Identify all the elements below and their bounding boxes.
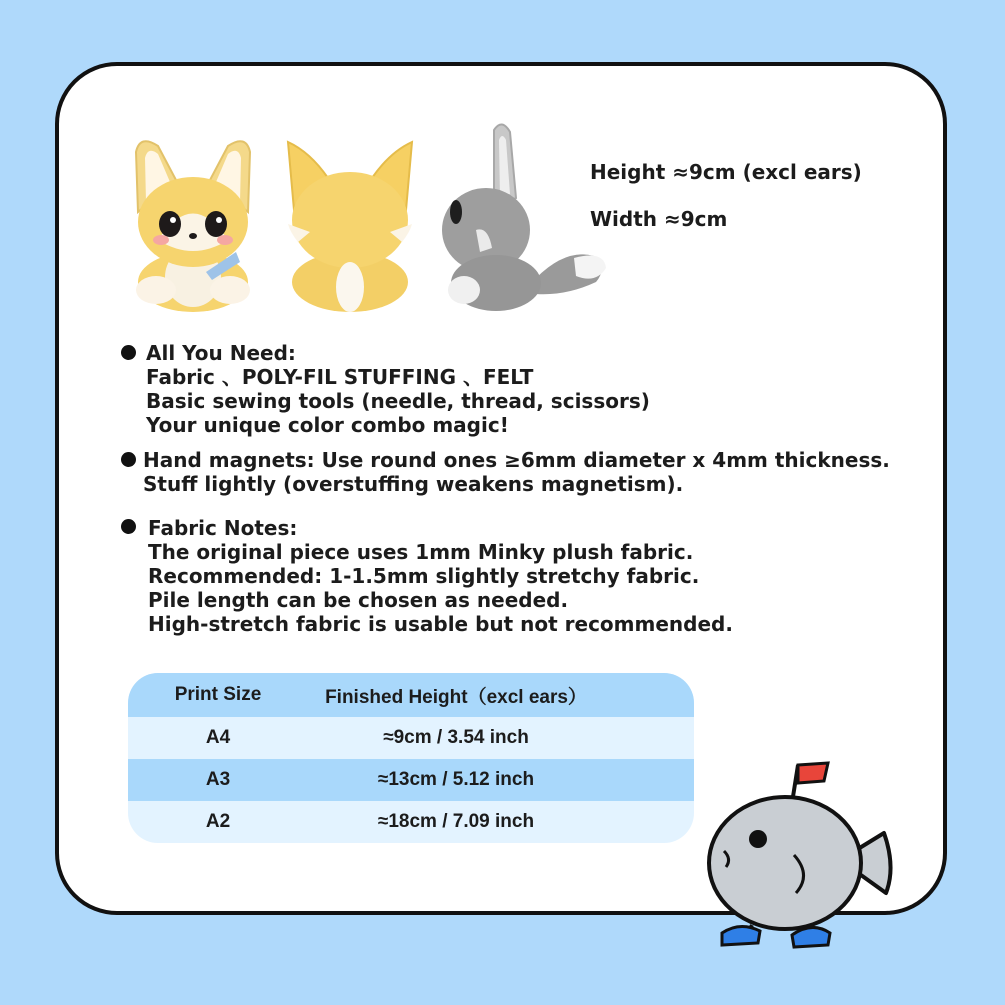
header-finished-height: Finished Height（excl ears） — [325, 686, 587, 708]
materials-heading: All You Need: — [146, 341, 296, 365]
fabric-line: The original piece uses 1mm Minky plush fabric. — [148, 540, 694, 564]
table-row — [128, 801, 694, 843]
bullet-dot — [121, 452, 136, 467]
print-size-cell: A2 — [205, 811, 231, 832]
fabric-line: Pile length can be chosen as needed. — [148, 588, 569, 612]
height-cell: ≈9cm / 3.54 inch — [383, 727, 529, 748]
height-spec: Height ≈9cm (excl ears) — [590, 160, 862, 184]
size-table — [128, 673, 694, 843]
fabric-section — [148, 516, 733, 636]
fabric-line: Recommended: 1-1.5mm slightly stretchy fabric. — [148, 564, 700, 588]
height-cell: ≈13cm / 5.12 inch — [377, 769, 535, 790]
print-size-cell: A3 — [205, 769, 231, 790]
materials-line: Basic sewing tools (needle, thread, scissors) — [146, 389, 650, 413]
bullet-dot — [121, 345, 136, 360]
plush-side-photo — [436, 118, 611, 314]
height-cell: ≈18cm / 7.09 inch — [377, 811, 535, 832]
width-spec: Width ≈9cm — [590, 207, 728, 231]
magnets-section — [143, 448, 890, 496]
plush-back-photo — [280, 132, 420, 314]
table-row — [128, 759, 694, 801]
fabric-heading: Fabric Notes: — [148, 516, 298, 540]
materials-section — [146, 341, 650, 437]
fish-mascot-illustration — [700, 755, 900, 950]
table-row — [128, 717, 694, 759]
dimension-specs — [590, 158, 862, 252]
plush-front-photo — [128, 132, 258, 312]
materials-line: Your unique color combo magic! — [146, 413, 509, 437]
table-header-row — [128, 673, 694, 717]
magnets-line: Hand magnets: Use round ones ≥6mm diameter x 4mm thickness. — [143, 448, 890, 472]
magnets-line: Stuff lightly (overstuffing weakens magnetism). — [143, 472, 684, 496]
materials-line: Fabric 、POLY-FIL STUFFING 、FELT — [146, 365, 534, 389]
print-size-cell: A4 — [205, 727, 231, 748]
bullet-dot — [121, 519, 136, 534]
fabric-line: High-stretch fabric is usable but not recommended. — [148, 612, 733, 636]
header-print-size: Print Size — [174, 684, 262, 705]
